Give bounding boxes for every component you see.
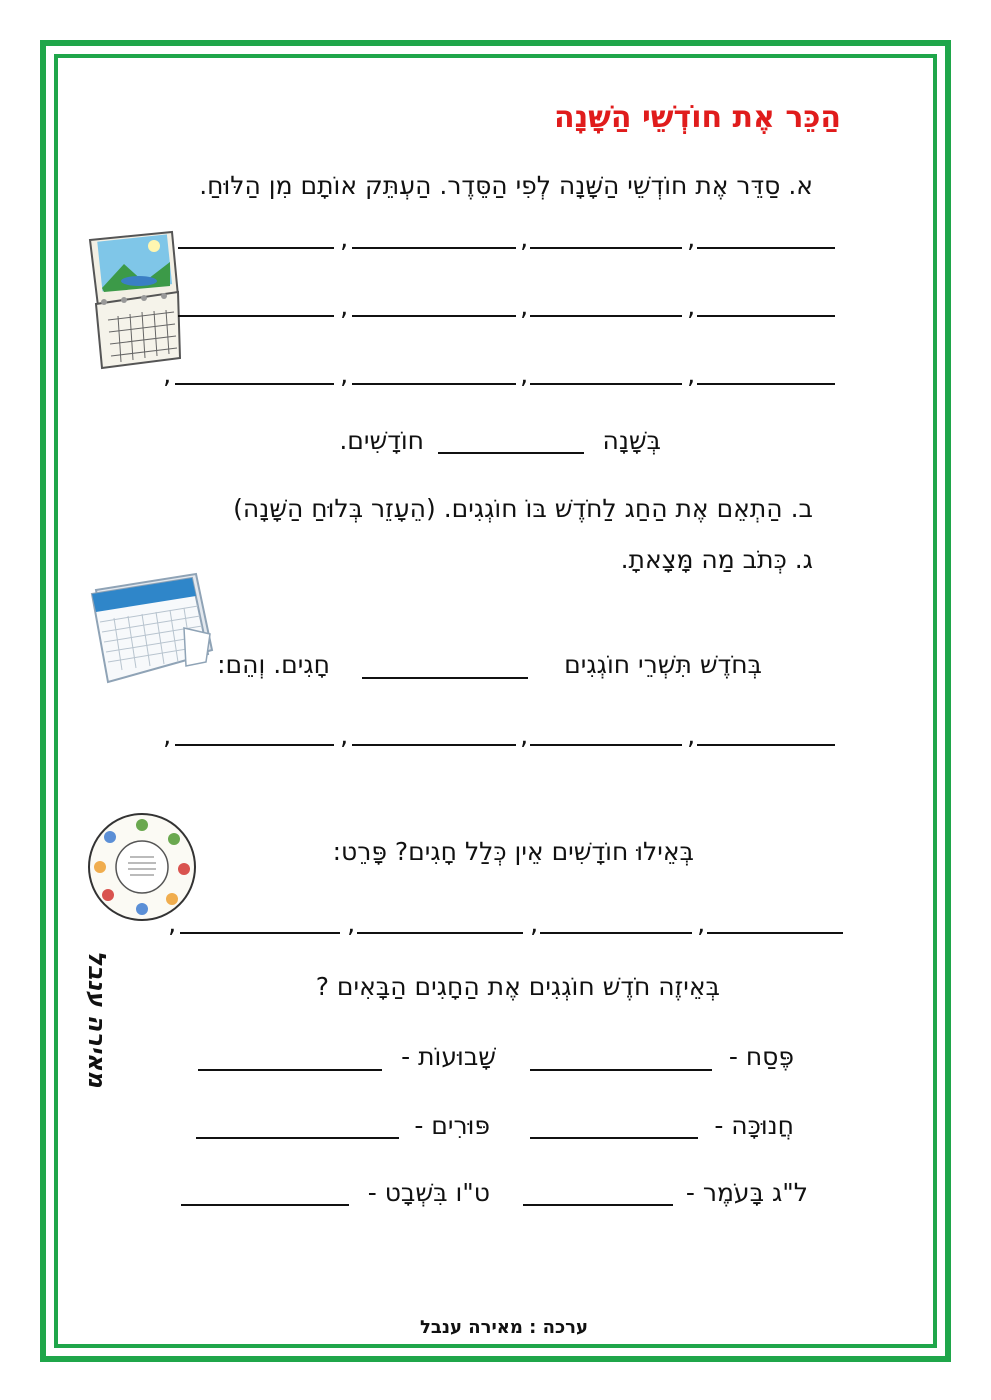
comma: , [347,909,356,939]
month-blank[interactable] [540,932,692,934]
desk-calendar-icon [86,570,216,690]
comma: , [530,909,539,939]
instruction-b: ב. הַתְאֵם אֶת הַחַג לַחֹדֶשׁ בּוֹ חוֹגְגִים. (הֵעָזֵר בְּלוּחַ הַשָּׁנָה) [233,494,813,523]
month-blank[interactable] [357,932,523,934]
instruction-a: א. סַדֵּר אֶת חוֹדְשֵׁי הַשָּׁנָה לְפִי הַסֵּדֶר. הַעְתֵּק אוֹתָם מִן הַלּוּחַ. [199,171,813,200]
comma: , [520,292,529,322]
holiday-wheel-icon [86,811,198,923]
lag-baomer-month-blank[interactable] [523,1204,673,1206]
author-signature: מאירה ענבל [83,950,111,1088]
month-blank[interactable] [178,315,334,317]
comma: , [687,292,696,322]
label-lag-baomer: ל"ג בָּעֹמֶר - [685,1178,808,1207]
month-blank[interactable] [697,315,835,317]
shavuot-month-blank[interactable] [198,1069,382,1071]
wall-calendar-icon [84,226,184,371]
comma: , [520,360,529,390]
page-title: הַכֵּר אֶת חוֹדְשֵׁי הַשָּׁנָה [553,100,841,135]
comma: , [163,360,172,390]
comma: , [340,721,349,751]
comma: , [687,360,696,390]
purim-month-blank[interactable] [196,1137,399,1139]
tishrei-count-blank[interactable] [362,677,528,679]
holiday-blank[interactable] [352,744,516,746]
month-blank[interactable] [697,383,835,385]
year-sentence-suffix: חוֹדָשִׁים. [339,426,424,455]
month-blank[interactable] [352,315,516,317]
month-blank[interactable] [707,932,843,934]
comma: , [340,292,349,322]
comma: , [163,721,172,751]
month-blank[interactable] [697,247,835,249]
comma: , [340,360,349,390]
no-holidays-question: בְּאֵילוּ חוֹדָשִׁים אֵין כְּלַל חָגִים? פָּרֵט: [332,837,694,866]
comma: , [687,721,696,751]
label-hanukkah: חֲנוּכָּה - [714,1111,794,1140]
month-blank[interactable] [530,315,682,317]
label-shavuot: שָׁבוּעוֹת - [401,1042,496,1071]
comma: , [520,224,529,254]
month-blank[interactable] [352,247,516,249]
hanukkah-month-blank[interactable] [530,1137,698,1139]
month-blank[interactable] [530,383,682,385]
label-tu-bishvat: ט"ו בִּשְׁבָט - [367,1178,490,1207]
comma: , [697,909,706,939]
month-blank[interactable] [530,247,682,249]
month-blank[interactable] [178,247,334,249]
month-blank[interactable] [180,932,340,934]
comma: , [520,721,529,751]
which-month-question: בְּאֵיזֶה חֹדֶשׁ חוֹגְגִים אֶת הַחָגִים הַבָּאִים ? [315,972,720,1001]
pesach-month-blank[interactable] [530,1069,712,1071]
tishrei-suffix: חָגִים. וְהֵם: [217,650,330,679]
year-sentence-prefix: בְּשָׁנָה [602,426,661,455]
footer-credit: ערכה : מאירה ענבל [419,1317,588,1338]
months-count-blank[interactable] [438,452,584,454]
holiday-blank[interactable] [530,744,682,746]
tu-bishvat-month-blank[interactable] [181,1204,349,1206]
month-blank[interactable] [352,383,516,385]
comma: , [687,224,696,254]
tishrei-prefix: בְּחֹדֶשׁ תִּשְׁרֵי חוֹגְגִים [564,650,762,679]
holiday-blank[interactable] [175,744,334,746]
comma: , [340,224,349,254]
instruction-c: ג. כְּתֹב מַה מָּצָאתָ. [620,545,813,574]
label-purim: פּוּרִים - [414,1111,490,1140]
holiday-blank[interactable] [697,744,835,746]
label-pesach: פֶּסַח - [728,1042,794,1071]
comma: , [168,909,177,939]
month-blank[interactable] [175,383,334,385]
